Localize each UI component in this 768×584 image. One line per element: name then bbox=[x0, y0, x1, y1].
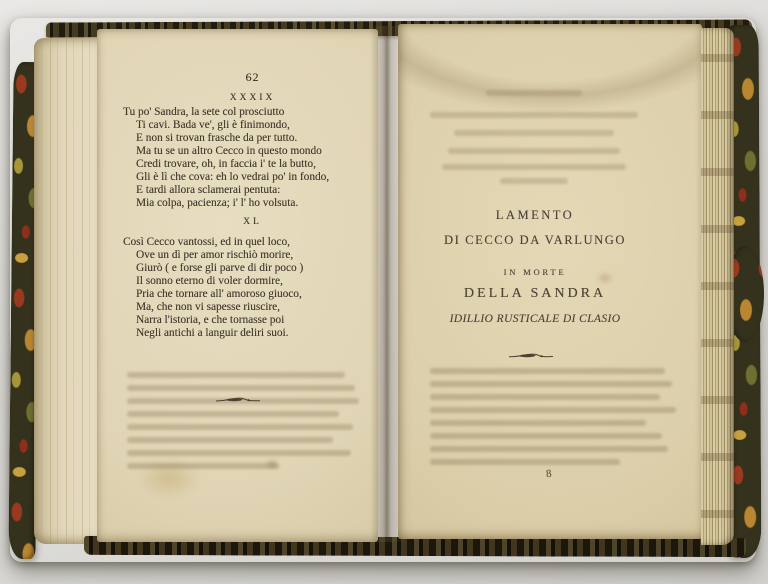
right-page-stack-fore-edge bbox=[701, 28, 734, 545]
page-number: 62 bbox=[245, 70, 260, 84]
show-through-line bbox=[430, 420, 646, 426]
verse-line: Ti cavi. Bada ve', gli è finimondo, bbox=[136, 119, 290, 131]
verse-line: Tu po' Sandra, la sete col prosciutto bbox=[123, 106, 285, 118]
show-through-line bbox=[127, 372, 345, 378]
verse-line: Gli è lì che cova: eh lo vedrai po' in fondo, bbox=[136, 171, 330, 183]
show-through-line bbox=[430, 459, 620, 465]
left-page bbox=[97, 29, 378, 542]
divider-ornament-icon bbox=[508, 352, 554, 361]
verse-line: Mia colpa, pacienza; i' l' ho volsuta. bbox=[136, 197, 299, 209]
show-through-line bbox=[430, 368, 665, 374]
verse-line: Il sonno eterno di voler dormire, bbox=[136, 275, 283, 287]
verse-line: Narra l'istoria, e che tornasse poi bbox=[136, 314, 285, 326]
stanza-xl bbox=[123, 236, 372, 340]
verse-line: Pria che tornare all' amoroso giuoco, bbox=[136, 288, 302, 300]
title-line-in-morte: IN MORTE bbox=[503, 267, 567, 277]
show-through-line bbox=[127, 424, 353, 430]
show-through-line bbox=[430, 433, 662, 439]
show-through-line bbox=[430, 394, 660, 400]
show-through-line bbox=[127, 411, 339, 417]
title-line-della-sandra: DELLA SANDRA bbox=[463, 286, 607, 301]
show-through-line bbox=[127, 437, 333, 443]
show-through-line bbox=[430, 381, 672, 387]
title-subtitle: IDILLIO RUSTICALE DI CLASIO bbox=[449, 313, 621, 325]
right-page bbox=[398, 24, 702, 539]
verse-line: E non si trovan frasche da per tutto. bbox=[136, 132, 298, 144]
verse-line: E tardi allora sclamerai pentuta: bbox=[136, 184, 281, 196]
left-page-stack-edge bbox=[34, 38, 100, 544]
title-line-lamento: LAMENTO bbox=[495, 208, 575, 222]
verse-line: Negli antichi a languir deliri suoi. bbox=[136, 327, 289, 339]
show-through-line bbox=[127, 385, 355, 391]
title-line-author: DI CECCO DA VARLUNGO bbox=[444, 233, 626, 247]
verse-line: Ma tu se un altro Cecco in questo mondo bbox=[136, 145, 322, 157]
verse-line: Credi trovare, oh, in faccia i' te la butto, bbox=[136, 158, 316, 170]
show-through-line bbox=[127, 450, 351, 456]
signature-mark: 8 bbox=[545, 467, 553, 481]
stanza-xxxix bbox=[123, 106, 372, 210]
verse-line: Ove un dì per amor rischiò morire, bbox=[136, 249, 294, 261]
verse-line: Così Cecco vantossi, ed in quel loco, bbox=[123, 236, 290, 248]
verse-line: Giurò ( e forse gli parve di dir poco ) bbox=[136, 262, 304, 274]
stanza-heading-xxxix: XXXIX bbox=[229, 93, 276, 103]
show-through-line bbox=[430, 407, 676, 413]
stanza-heading-xl: XL bbox=[243, 217, 262, 227]
show-through-line bbox=[430, 446, 668, 452]
verse-line: Ma, che non vi sapesse riuscire, bbox=[136, 301, 280, 313]
divider-ornament-icon bbox=[215, 396, 261, 405]
show-through-line bbox=[127, 463, 279, 469]
